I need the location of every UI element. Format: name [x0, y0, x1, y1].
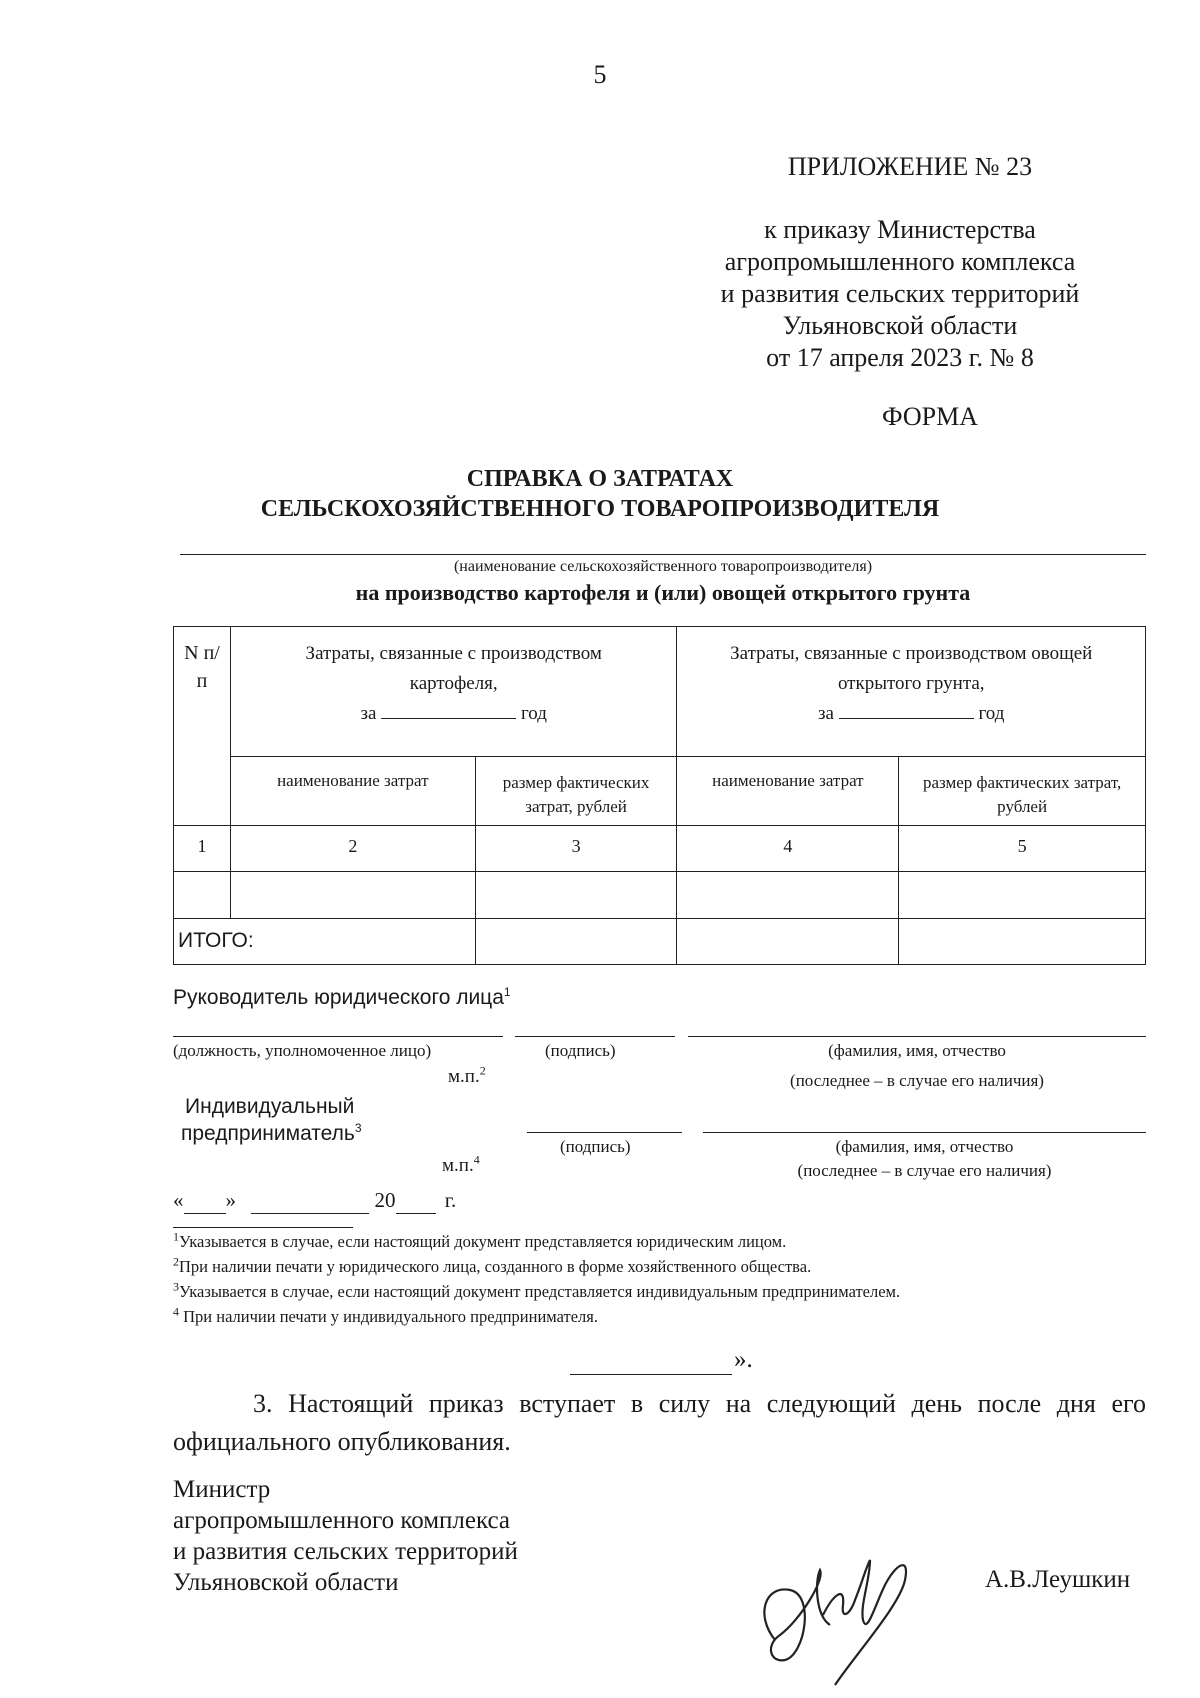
- col-number: 1: [174, 826, 231, 872]
- col-number: 3: [475, 826, 677, 872]
- potato-header-line2: картофеля,: [409, 673, 498, 694]
- vegetable-costs-header: [677, 627, 1146, 757]
- potato-header-line1: Затраты, связанные с производством: [305, 643, 602, 664]
- footnote: [173, 1304, 599, 1327]
- closing-line: [570, 1374, 732, 1375]
- order-ref-line: Ульяновской области: [782, 311, 1018, 340]
- cost-table: [173, 626, 1146, 965]
- stamp-text: м.п.: [442, 1155, 474, 1176]
- col-number: 5: [899, 826, 1146, 872]
- table-cell[interactable]: [899, 872, 1146, 919]
- sub-header-cost-amount: размер фактических затрат, рублей: [475, 757, 677, 826]
- vegetable-header-line2: открытого грунта,: [837, 673, 985, 694]
- order-ref-line: агропромышленного комплекса: [724, 247, 1076, 276]
- total-cell[interactable]: [899, 919, 1146, 965]
- table-cell[interactable]: [230, 872, 475, 919]
- total-cell[interactable]: [475, 919, 677, 965]
- signature-line[interactable]: [515, 1036, 675, 1037]
- date-close-quote: »: [225, 1188, 236, 1212]
- fio-hint: (фамилия, имя, отчество: [835, 1137, 1014, 1156]
- handwritten-signature: [745, 1545, 925, 1695]
- minister-line: Министр: [173, 1476, 271, 1503]
- footnote-text: При наличии печати у юридического лица, созданного в форме хозяйственного общества.: [179, 1257, 812, 1276]
- order-ref-line: к приказу Министерства: [764, 215, 1036, 244]
- minister-line: и развития сельских территорий: [173, 1538, 518, 1565]
- legal-head-text: Руководитель юридического лица: [173, 986, 504, 1009]
- footnote-text: Указывается в случае, если настоящий документ представляется юридическим лицом.: [179, 1232, 787, 1251]
- signer-name: А.В.Леушкин: [985, 1566, 1131, 1593]
- footnote-ref: 4: [473, 1152, 480, 1167]
- order-ref-line: и развития сельских территорий: [720, 279, 1080, 308]
- stamp-text: м.п.: [448, 1066, 480, 1087]
- god-label: год: [978, 703, 1005, 724]
- za-label: за: [360, 703, 377, 724]
- footnote: [173, 1229, 787, 1252]
- footnote-ref: 2: [479, 1063, 486, 1078]
- date-line: [173, 1188, 456, 1214]
- table-row: [174, 872, 1146, 919]
- sub-header-cost-amount: размер фактических затрат, рублей: [899, 757, 1146, 826]
- entrepreneur-signature-line[interactable]: [527, 1132, 682, 1133]
- footnote-divider: [173, 1227, 353, 1228]
- entrepreneur-label-line1: Индивидуальный: [185, 1095, 355, 1118]
- minister-line: агропромышленного комплекса: [173, 1507, 511, 1534]
- entrepreneur-label-line2: [181, 1122, 362, 1146]
- table-cell[interactable]: [677, 872, 899, 919]
- total-label: ИТОГО:: [174, 919, 476, 965]
- sub-header-cost-name: наименование затрат: [230, 757, 475, 826]
- main-paragraph: 3. Настоящий приказ вступает в силу на следующий день после дня его официального опубликования.: [173, 1389, 1146, 1456]
- fio-line[interactable]: [688, 1036, 1146, 1037]
- col-number: 4: [677, 826, 899, 872]
- potato-year-field[interactable]: [381, 700, 516, 719]
- footnote-num: 1: [173, 1229, 179, 1244]
- footnote-ref: 1: [503, 985, 511, 999]
- date-open-quote: «: [173, 1188, 184, 1212]
- col-num-header-text: N п/п: [184, 642, 220, 692]
- year-suffix: г.: [444, 1188, 457, 1212]
- legal-head-label: [173, 986, 511, 1010]
- page-number: 5: [593, 60, 607, 89]
- table-cell[interactable]: [475, 872, 677, 919]
- footnote-num: 2: [173, 1254, 179, 1269]
- god-label: год: [520, 703, 547, 724]
- producer-name-hint: (наименование сельскохозяйственного товаропроизводителя): [453, 558, 873, 575]
- footnote: [173, 1254, 812, 1277]
- za-label: за: [818, 703, 834, 724]
- table-cell[interactable]: [174, 872, 231, 919]
- order-ref-line: от 17 апреля 2023 г. № 8: [766, 343, 1034, 372]
- day-field[interactable]: [184, 1188, 226, 1214]
- sub-header-cost-name: наименование затрат: [677, 757, 899, 826]
- year-prefix: 20: [374, 1188, 396, 1212]
- fio-hint-line2: (последнее – в случае его наличия): [790, 1071, 1044, 1090]
- vegetable-header-line1: Затраты, связанные с производством овощей: [730, 643, 1093, 664]
- closing-mark: ».: [734, 1346, 753, 1373]
- title-line: СЕЛЬСКОХОЗЯЙСТВЕННОГО ТОВАРОПРОИЗВОДИТЕЛЯ: [260, 496, 940, 522]
- stamp-mark: [448, 1063, 486, 1088]
- position-hint: (должность, уполномоченное лицо): [173, 1041, 432, 1060]
- vegetable-year-line: [681, 699, 1141, 729]
- appendix-title: ПРИЛОЖЕНИЕ № 23: [787, 152, 1033, 181]
- total-row: [174, 919, 1146, 965]
- footnote-text: При наличии печати у индивидуального предпринимателя.: [179, 1307, 599, 1326]
- month-field[interactable]: [251, 1188, 369, 1214]
- fio-hint: (фамилия, имя, отчество: [828, 1041, 1006, 1060]
- col-num-header: [174, 627, 231, 826]
- signature-hint: (подпись): [545, 1041, 616, 1060]
- producer-name-line: [180, 554, 1146, 555]
- order-reference: [690, 214, 1110, 374]
- vegetable-year-field[interactable]: [839, 700, 974, 719]
- footnote-text: Указывается в случае, если настоящий документ представляется индивидуальным предпринимателем.: [179, 1282, 901, 1301]
- entrepreneur-fio-line[interactable]: [703, 1132, 1146, 1133]
- col-number: 2: [230, 826, 475, 872]
- document-title: [180, 464, 1020, 524]
- fio-hint-line2: (последнее – в случае его наличия): [797, 1161, 1052, 1180]
- potato-year-line: [235, 699, 673, 729]
- signature-hint: (подпись): [560, 1137, 631, 1156]
- minister-line: Ульяновской области: [173, 1569, 399, 1596]
- total-cell[interactable]: [677, 919, 899, 965]
- entrepreneur-text: предприниматель: [181, 1122, 355, 1145]
- footnote-ref: 3: [354, 1121, 362, 1135]
- document-subtitle: на производство картофеля и (или) овощей открытого грунта: [355, 580, 971, 605]
- form-label: ФОРМА: [882, 402, 978, 431]
- position-line[interactable]: [173, 1036, 503, 1037]
- year-field[interactable]: [396, 1188, 436, 1214]
- minister-title: [173, 1474, 518, 1598]
- footnote-num: 4: [173, 1304, 179, 1319]
- footnote: [173, 1279, 901, 1302]
- potato-costs-header: [230, 627, 677, 757]
- title-line: СПРАВКА О ЗАТРАТАХ: [466, 466, 734, 492]
- stamp-mark: [442, 1152, 480, 1177]
- numbering-row: [174, 826, 1146, 872]
- footnote-num: 3: [173, 1279, 179, 1294]
